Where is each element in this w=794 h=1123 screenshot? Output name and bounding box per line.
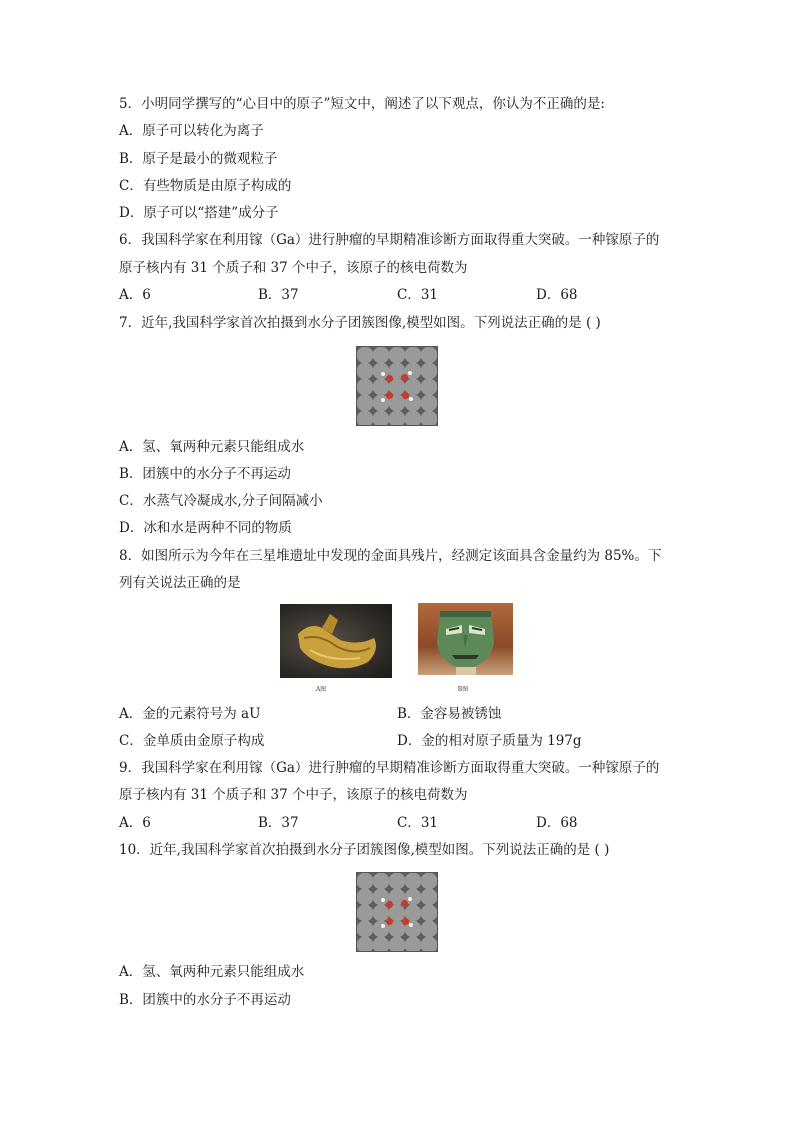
q5-option-b: B．原子是最小的微观粒子 bbox=[119, 151, 278, 167]
gold-mask-fragment-image bbox=[280, 604, 392, 678]
q9-option-b: B．37 bbox=[258, 815, 299, 831]
q9-stem-line2: 原子核内有 31 个质子和 37 个中子，该原子的核电荷数为 bbox=[119, 787, 468, 803]
q6-option-b: B．37 bbox=[258, 287, 299, 303]
q7-option-d: D．冰和水是两种不同的物质 bbox=[119, 520, 292, 536]
q9-option-c: C．31 bbox=[397, 815, 439, 831]
q5-stem: 5．小明同学撰写的“心目中的原子”短文中，阐述了以下观点，你认为不正确的是: bbox=[119, 96, 605, 112]
q6-option-d: D．68 bbox=[536, 287, 578, 303]
q9-option-d: D．68 bbox=[536, 815, 578, 831]
q5-option-a: A．原子可以转化为离子 bbox=[119, 123, 264, 139]
q10-option-a: A．氢、氧两种元素只能组成水 bbox=[119, 964, 305, 980]
figure-caption-b: B图 bbox=[457, 686, 469, 693]
q9-option-a: A．6 bbox=[119, 815, 151, 831]
water-cluster-figure-2 bbox=[356, 872, 438, 952]
q8-option-c: C．金单质由金原子构成 bbox=[119, 733, 265, 749]
q6-option-a: A．6 bbox=[119, 287, 151, 303]
bronze-mask-image bbox=[418, 603, 513, 675]
q6-option-c: C．31 bbox=[397, 287, 439, 303]
q5-option-c: C．有些物质是由原子构成的 bbox=[119, 178, 292, 194]
q10-stem: 10．近年,我国科学家首次拍摄到水分子团簇图像,模型如图。下列说法正确的是 ( ) bbox=[119, 842, 610, 858]
water-cluster-figure bbox=[356, 346, 438, 426]
q10-option-b: B．团簇中的水分子不再运动 bbox=[119, 992, 291, 1008]
figure-caption-a: A图 bbox=[315, 686, 327, 693]
q8-option-d: D．金的相对原子质量为 197g bbox=[397, 733, 582, 749]
q6-stem-line2: 原子核内有 31 个质子和 37 个中子，该原子的核电荷数为 bbox=[119, 260, 468, 276]
q8-stem-line2: 列有关说法正确的是 bbox=[119, 575, 241, 591]
q7-stem: 7．近年,我国科学家首次拍摄到水分子团簇图像,模型如图。下列说法正确的是 ( ) bbox=[119, 315, 601, 331]
q7-option-b: B．团簇中的水分子不再运动 bbox=[119, 466, 291, 482]
q8-option-b: B．金容易被锈蚀 bbox=[397, 706, 502, 722]
q5-option-d: D．原子可以“搭建”成分子 bbox=[119, 205, 279, 221]
q8-stem-line1: 8．如图所示为今年在三星堆遗址中发现的金面具残片，经测定该面具含金量约为 85%。下 bbox=[119, 548, 662, 564]
q7-option-c: C．水蒸气冷凝成水,分子间隔减小 bbox=[119, 493, 323, 509]
q9-stem-line1: 9．我国科学家在利用镓（Ga）进行肿瘤的早期精准诊断方面取得重大突破。一种镓原子的 bbox=[119, 760, 660, 776]
q8-option-a: A．金的元素符号为 aU bbox=[119, 706, 261, 722]
q6-stem-line1: 6．我国科学家在利用镓（Ga）进行肿瘤的早期精准诊断方面取得重大突破。一种镓原子的 bbox=[119, 232, 660, 248]
q7-option-a: A．氢、氧两种元素只能组成水 bbox=[119, 439, 305, 455]
